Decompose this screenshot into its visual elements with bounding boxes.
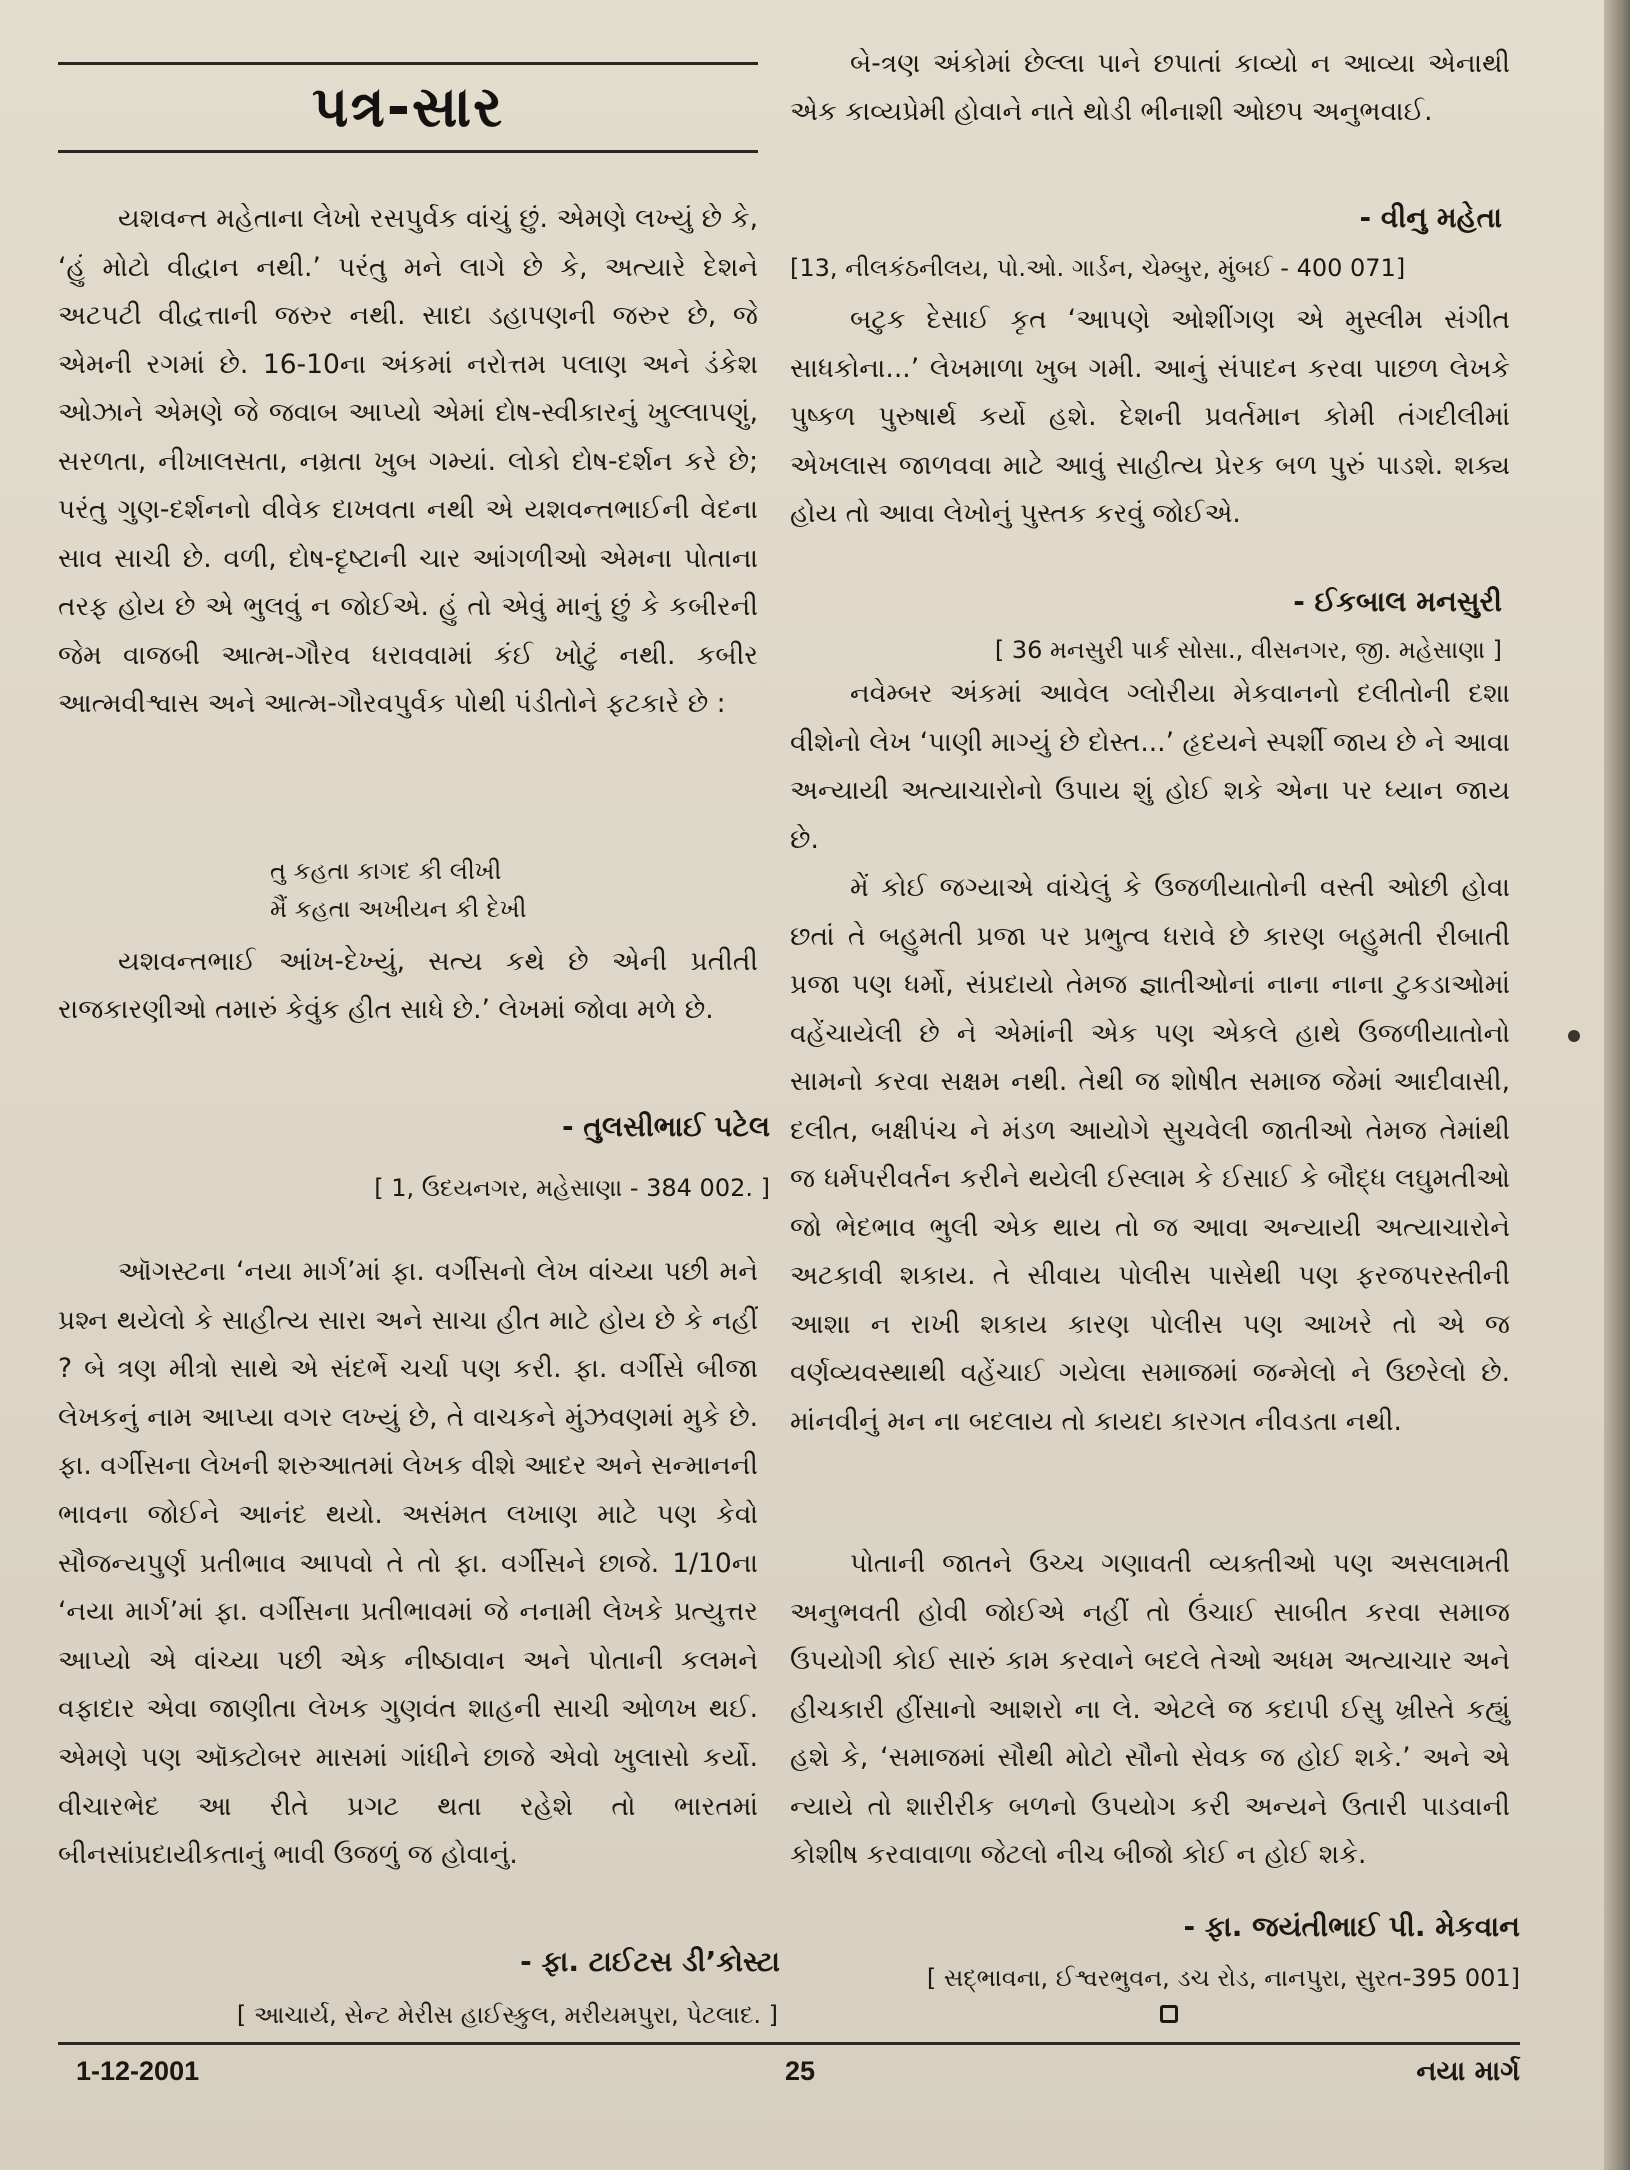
end-of-article-icon: [1160, 2005, 1178, 2023]
letter-5-paragraph-3: પોતાની જાતને ઉચ્ચ ગણાવતી વ્યક્તીઓ પણ અસલામતી અનુભવતી હોવી જોઈએ નહીં તો ઉંચાઈ સાબીત કરવા સમાજ ઉપયોગી કોઈ સારું કામ કરવાને બદલે તેઓ અધમ અત્યાચાર અને હીચકારી હીંસાનો આશરો ના લે. એટલે જ કદાપી ઈસુ ખ્રીસ્તે કહ્યું હશે કે, ‘સમાજમાં સૌથી મોટો સૌનો સેવક જ હોઈ શકે.’ અને એ ન્યાયે તો શારીરીક બળનો ઉપયોગ કરી અન્યને ઉતારી પાડવાની કોશીષ કરવાવાળા જેટલો નીચ બીજો કોઈ ન હોઈ શકે.: [790, 1548, 1510, 1870]
masthead-rule-bottom: [58, 150, 758, 153]
page-title: પત્ર-સાર: [311, 75, 505, 140]
letter-2-address: [ આચાર્ય, સેન્ટ મેરીસ હાઈસ્કુલ, મરીયમપુરા, પેટલાદ. ]: [236, 2001, 778, 2029]
letter-2-signature: - ફા. ટાઈટસ ડી’કોસ્ટા: [520, 1945, 780, 1978]
masthead-rule-top: [58, 62, 758, 65]
letter-1-paragraph-after: યશવન્તભાઈ આંખ-દેખ્યું, સત્ય કથે છે એની પ્રતીતી રાજકારણીઓ તમારું કેવુંક હીત સાધે છે.’ લેખમાં જોવા મળે છે.: [58, 946, 758, 1025]
ink-speck: [1568, 1030, 1580, 1042]
letter-4-signature: - ઈકબાલ મનસુરી: [1293, 585, 1502, 618]
footer-publication: નયા માર્ગ: [1416, 2056, 1520, 2087]
letter-3-address: [13, નીલકંઠનીલય, પો.ઓ. ગાર્ડન, ચેમ્બુર, મુંબઈ - 400 071]: [790, 254, 1406, 282]
letter-1-poem: [270, 852, 527, 928]
letter-4-address: [ 36 મનસુરી પાર્ક સોસા., વીસનગર, જી. મહેસાણા ]: [994, 636, 1502, 664]
letter-5-paragraph-1: નવેમ્બર અંકમાં આવેલ ગ્લોરીયા મેકવાનનો દલીતોની દશા વીશેનો લેખ ‘પાણી માગ્યું છે દોસ્ત...’ હૃદયને સ્પર્શી જાય છે ને આવા અન્યાયી અત્યાચારોનો ઉપાય શું હોઈ શકે એના પર ધ્યાન જાય છે.: [790, 678, 1510, 855]
letter-2-paragraph: ઑગસ્ટના ‘નયા માર્ગ’માં ફા. વર્ગીસનો લેખ વાંચ્યા પછી મને પ્રશ્ન થયેલો કે સાહીત્ય સારા અને સાચા હીત માટે હોય છે કે નહીં ? બે ત્રણ મીત્રો સાથે એ સંદર્ભે ચર્ચા પણ કરી. ફા. વર્ગીસે બીજા લેખકનું નામ આપ્યા વગર લખ્યું છે, તે વાચકને મુંઝવણમાં મુકે છે. ફા. વર્ગીસના લેખની શરુઆતમાં લેખક વીશે આદર અને સન્માનની ભાવના જોઈને આનંદ થયો. અસંમત લખાણ માટે પણ કેવો સૌજન્યપુર્ણ પ્રતીભાવ આપવો તે તો ફા. વર્ગીસને છાજે. 1/10ના ‘નયા માર્ગ’માં ફા. વર્ગીસના પ્રતીભાવમાં જે નનામી લેખકે પ્રત્યુત્તર આપ્યો એ વાંચ્યા પછી એક નીષ્ઠાવાન અને પોતાની કલમને વફાદાર એવા જાણીતા લેખક ગુણવંત શાહની સાચી ઓળખ થઈ. એમણે પણ ઑક્ટોબર માસમાં ગાંધીને છાજે એવો ખુલાસો કર્યો. વીચારભેદ આ રીતે પ્રગટ થતા રહેશે તો ભારતમાં બીનસાંપ્રદાયીકતાનું ભાવી ઉજળું જ હોવાનું.: [58, 1256, 758, 1871]
letter-3-signature: - વીનુ મહેતા: [1359, 201, 1502, 234]
letter-3-paragraph: બે-ત્રણ અંકોમાં છેલ્લા પાને છપાતાં કાવ્યો ન આવ્યા એનાથી એક કાવ્યપ્રેમી હોવાને નાતે થોડી ભીનાશી ઓછપ અનુભવાઈ.: [790, 48, 1510, 127]
footer-rule: [58, 2042, 1520, 2045]
letter-1-address: [ 1, ઉદયનગર, મહેસાણા - 384 002. ]: [374, 1174, 770, 1202]
masthead: [58, 68, 758, 148]
letter-5-signature: - ફા. જયંતીભાઈ પી. મેકવાન: [1183, 1910, 1520, 1943]
letter-1-signature: - તુલસીભાઈ પટેલ: [561, 1110, 770, 1143]
letter-4-paragraph: બટુક દેસાઈ કૃત ‘આપણે ઓશીંગણ એ મુસ્લીમ સંગીત સાધકોના...’ લેખમાળા ખુબ ગમી. આનું સંપાદન કરવા પાછળ લેખકે પુષ્કળ પુરુષાર્થ કર્યો હશે. દેશની પ્રવર્તમાન કોમી તંગદીલીમાં એખલાસ જાળવવા માટે આવું સાહીત્ય પ્રેરક બળ પુરું પાડશે. શક્ય હોય તો આવા લેખોનું પુસ્તક કરવું જોઈએ.: [790, 304, 1510, 529]
poem-line: તુ કહતા કાગદ કી લીખી: [270, 857, 502, 885]
letter-5-address: [ સદ્ભાવના, ઈશ્વરભુવન, ડચ રોડ, નાનપુરા, સુરત-395 001]: [926, 1964, 1520, 1992]
poem-line: મૈં કહતા અખીયન કી દેખી: [270, 895, 527, 923]
footer-date: 1-12-2001: [76, 2056, 200, 2086]
letter-1-paragraph: યશવન્ત મહેતાના લેખો રસપુર્વક વાંચું છું. એમણે લખ્યું છે કે, ‘હું મોટો વીદ્વાન નથી.’ પરંતુ મને લાગે છે કે, અત્યારે દેશને અટપટી વીદ્વત્તાની જરુર નથી. સાદા ડહાપણની જરુર છે, જે એમની રગમાં છે. 16-10ના અંકમાં નરોત્તમ પલાણ અને ડંકેશ ઓઝાને એમણે જે જવાબ આપ્યો એમાં દોષ-સ્વીકારનું ખુલ્લાપણું, સરળતા, નીખાલસતા, નમ્રતા ખુબ ગમ્યાં. લોકો દોષ-દર્શન કરે છે; પરંતુ ગુણ-દર્શનનો વીવેક દાખવતા નથી એ યશવન્તભાઈની વેદના સાવ સાચી છે. વળી, દોષ-દૃષ્ટાની ચાર આંગળીઓ એમના પોતાના તરફ હોય છે એ ભુલવું ન જોઈએ. હું તો એવું માનું છું કે કબીરની જેમ વાજબી આત્મ-ગૌરવ ધરાવવામાં કંઈ ખોટું નથી. કબીર આત્મવીશ્વાસ અને આત્મ-ગૌરવપુર્વક પોથી પંડીતોને ફટકારે છે :: [58, 203, 758, 719]
footer-page-number: 25: [785, 2056, 816, 2086]
page-edge-shadow: [1604, 0, 1630, 2170]
letter-5-paragraph-2: મેં કોઈ જગ્યાએ વાંચેલું કે ઉજળીયાતોની વસ્તી ઓછી હોવા છતાં તે બહુમતી પ્રજા પર પ્રભુત્વ ધરાવે છે કારણ બહુમતી રીબાતી પ્રજા પણ ધર્મો, સંપ્રદાયો તેમજ જ્ઞાતીઓનાં નાના નાના ટુકડાઓમાં વહેંચાયેલી છે ને એમાંની એક પણ એકલે હાથે ઉજળીયાતોનો સામનો કરવા સક્ષમ નથી. તેથી જ શોષીત સમાજ જેમાં આદીવાસી, દલીત, બક્ષીપંચ ને મંડળ આયોગે સુચવેલી જાતીઓ તેમજ તેમાંથી જ ધર્મપરીવર્તન કરીને થયેલી ઈસ્લામ કે ઈસાઈ કે બૌદ્ધ લઘુમતીઓ જો ભેદભાવ ભુલી એક થાય તો જ આવા અન્યાયી અત્યાચારોને અટકાવી શકાય. તે સીવાય પોલીસ પાસેથી પણ ફરજપરસ્તીની આશા ન રાખી શકાય કારણ પોલીસ પણ આખરે તો એ જ વર્ણવ્યવસ્થાથી વહેંચાઈ ગયેલા સમાજમાં જન્મેલો ને ઉછરેલો છે. માંનવીનું મન ના બદલાય તો કાયદા કારગત નીવડતા નથી.: [790, 872, 1510, 1437]
